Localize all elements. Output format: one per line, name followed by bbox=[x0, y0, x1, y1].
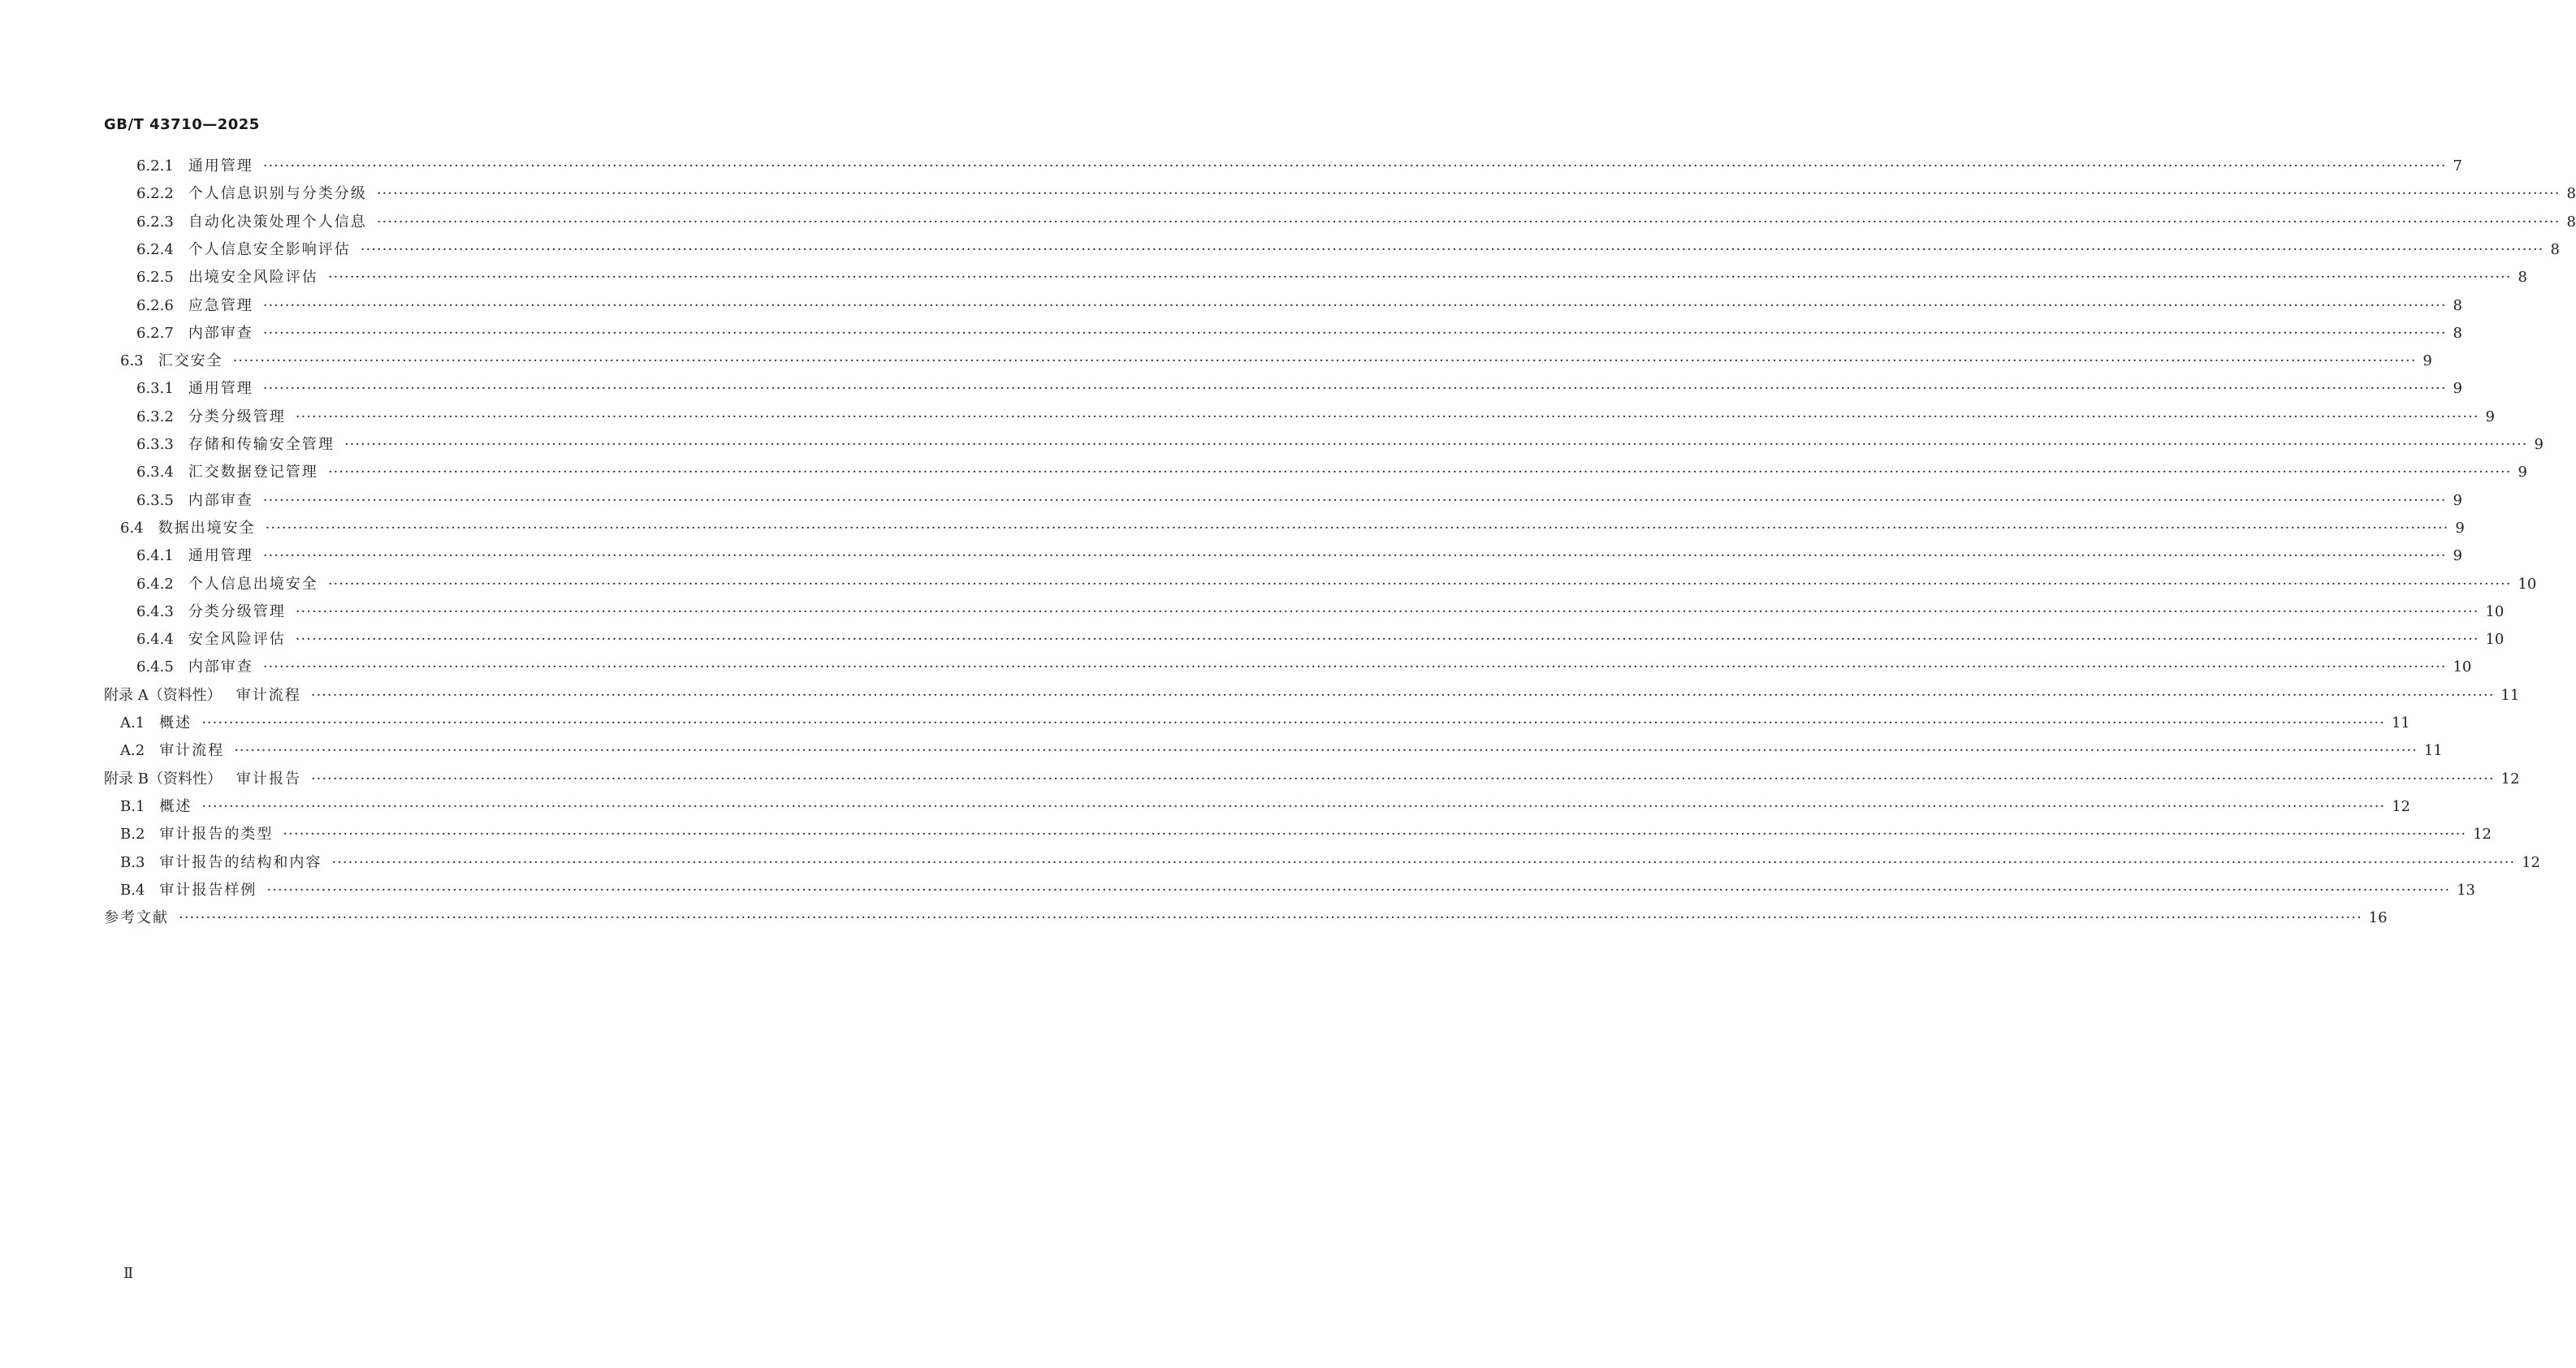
toc-entry[interactable] bbox=[136, 657, 2472, 678]
toc-entry-number: 6.4 bbox=[120, 519, 144, 537]
toc-entry-page: 9 bbox=[2453, 547, 2462, 565]
toc-entry-number: 6.4.1 bbox=[136, 547, 174, 565]
toc-entry-title: 数据出境安全 bbox=[158, 519, 256, 537]
toc-entry-title: 审计报告的结构和内容 bbox=[159, 853, 322, 871]
toc-entry-number: 6.2.6 bbox=[136, 296, 174, 314]
toc-entry-title: 出境安全风险评估 bbox=[188, 269, 318, 287]
toc-dot-leader: ················································································································································································································································································································································································································ bbox=[295, 631, 2479, 649]
toc-entry-page: 8 bbox=[2518, 269, 2527, 287]
toc-entry[interactable] bbox=[136, 434, 2544, 455]
toc-entry[interactable] bbox=[136, 323, 2462, 344]
toc-dot-leader: ················································································································································································································································································································································································································ bbox=[262, 547, 2447, 565]
toc-dot-leader: ················································································································································································································································································································································································································ bbox=[232, 352, 2417, 370]
toc-entry-number: 6.3.3 bbox=[136, 436, 174, 453]
toc-entry-title: 审计流程 bbox=[236, 686, 301, 704]
toc-entry-page: 16 bbox=[2368, 909, 2388, 927]
toc-entry-number: 6.3.4 bbox=[136, 464, 174, 481]
toc-entry-page: 10 bbox=[2485, 602, 2505, 620]
toc-entry-number: 6.3 bbox=[120, 352, 144, 370]
toc-entry-number: 6.2.3 bbox=[136, 213, 174, 231]
toc-entry[interactable] bbox=[120, 852, 2540, 874]
toc-entry[interactable] bbox=[136, 183, 2576, 205]
toc-entry[interactable] bbox=[136, 602, 2505, 623]
toc-entry-title: 个人信息识别与分类分级 bbox=[188, 185, 367, 203]
toc-dot-leader: ················································································································································································································································································································································································································ bbox=[331, 853, 2516, 871]
toc-entry-title: 汇交安全 bbox=[158, 352, 223, 370]
toc-entry-title: 通用管理 bbox=[188, 547, 253, 565]
toc-dot-leader: ················································································································································································································································································································································································································ bbox=[310, 770, 2495, 788]
toc-dot-leader: ················································································································································································································································································································································································································ bbox=[262, 380, 2447, 398]
toc-entry-page: 9 bbox=[2423, 352, 2432, 370]
toc-entry[interactable] bbox=[120, 518, 2465, 539]
toc-entry-page: 8 bbox=[2550, 240, 2560, 258]
toc-dot-leader: ················································································································································································································································································································································································································ bbox=[376, 213, 2561, 231]
toc-entry-page: 9 bbox=[2485, 408, 2495, 425]
toc-entry-title: 自动化决策处理个人信息 bbox=[188, 213, 367, 231]
toc-entry[interactable] bbox=[136, 574, 2537, 595]
toc-dot-leader: ················································································································································································································································································································································································································ bbox=[295, 408, 2479, 425]
toc-entry-page: 12 bbox=[2500, 770, 2520, 788]
toc-entry-number: 6.4.3 bbox=[136, 602, 174, 620]
toc-dot-leader: ················································································································································································································································································································································································································ bbox=[201, 714, 2385, 731]
toc-entry-title: 个人信息安全影响评估 bbox=[188, 240, 351, 258]
toc-entry-title: 个人信息出境安全 bbox=[188, 575, 318, 593]
toc-entry-page: 10 bbox=[2453, 658, 2472, 676]
toc-entry-number: 6.3.5 bbox=[136, 491, 174, 509]
toc-entry-title: 存储和传输安全管理 bbox=[188, 436, 335, 453]
toc-entry-number: B.4 bbox=[120, 881, 145, 899]
toc-dot-leader: ················································································································································································································································································································································································································ bbox=[327, 464, 2512, 481]
toc-entry[interactable] bbox=[136, 296, 2462, 317]
toc-entry-number: B.3 bbox=[120, 853, 145, 871]
toc-entry-title: 应急管理 bbox=[188, 296, 253, 314]
toc-entry-page: 11 bbox=[2391, 714, 2410, 731]
toc-entry-number: 6.4.5 bbox=[136, 658, 174, 676]
toc-entry[interactable] bbox=[136, 267, 2527, 288]
toc-dot-leader: ················································································································································································································································································································································································································ bbox=[310, 686, 2495, 704]
toc-entry-number: 6.2.7 bbox=[136, 324, 174, 342]
toc-entry-title: 参考文献 bbox=[104, 909, 169, 927]
toc-entry-page: 10 bbox=[2518, 575, 2537, 593]
toc-dot-leader: ················································································································································································································································································································································································································ bbox=[262, 296, 2447, 314]
toc-entry[interactable] bbox=[136, 240, 2560, 261]
toc-entry[interactable] bbox=[136, 156, 2462, 177]
toc-entry-title: 审计报告样例 bbox=[159, 881, 257, 899]
toc-dot-leader: ················································································································································································································································································································································································································ bbox=[360, 240, 2544, 258]
toc-entry-title: 概述 bbox=[159, 714, 192, 731]
page-number: Ⅱ bbox=[123, 1265, 134, 1282]
toc-entry-title: 审计报告 bbox=[236, 770, 301, 788]
toc-entry-title: 分类分级管理 bbox=[188, 602, 286, 620]
toc-entry-number: 6.2.4 bbox=[136, 240, 174, 258]
toc-entry-page: 8 bbox=[2566, 213, 2576, 231]
toc-dot-leader: ················································································································································································································································································································································································································ bbox=[376, 185, 2561, 203]
toc-dot-leader: ················································································································································································································································································································································································································ bbox=[234, 742, 2418, 760]
toc-entry[interactable] bbox=[104, 769, 2520, 790]
toc-entry[interactable] bbox=[136, 378, 2462, 399]
toc-entry-page: 13 bbox=[2457, 881, 2475, 899]
toc-entry-title: 通用管理 bbox=[188, 380, 253, 398]
toc-entry-page: 12 bbox=[2522, 853, 2540, 871]
toc-entry-number: 6.4.4 bbox=[136, 631, 174, 649]
toc-entry-number: 附录 B（资料性） bbox=[104, 770, 222, 788]
toc-entry[interactable] bbox=[136, 546, 2462, 567]
toc-entry[interactable] bbox=[120, 796, 2410, 818]
toc-entry-number: 6.3.1 bbox=[136, 380, 174, 398]
toc-entry-page: 7 bbox=[2453, 158, 2462, 175]
toc-dot-leader: ················································································································································································································································································································································································································ bbox=[201, 797, 2386, 815]
toc-dot-leader: ················································································································································································································································································································································································································ bbox=[283, 826, 2467, 844]
toc-dot-leader: ················································································································································································································································································································································································································ bbox=[327, 269, 2512, 287]
toc-entry-title: 通用管理 bbox=[188, 158, 253, 175]
toc-entry[interactable] bbox=[120, 740, 2443, 762]
toc-entry-page: 8 bbox=[2453, 296, 2462, 314]
toc-entry-page: 9 bbox=[2518, 464, 2527, 481]
toc-dot-leader: ················································································································································································································································································································································································································ bbox=[265, 519, 2449, 537]
toc-entry-number: B.2 bbox=[120, 826, 145, 844]
toc-entry[interactable] bbox=[104, 908, 2388, 929]
toc-entry-number: 6.3.2 bbox=[136, 408, 174, 425]
toc-entry[interactable] bbox=[120, 351, 2432, 372]
toc-entry-page: 8 bbox=[2453, 324, 2462, 342]
toc-entry-title: 安全风险评估 bbox=[188, 631, 286, 649]
toc-dot-leader: ················································································································································································································································································································································································································ bbox=[262, 324, 2447, 342]
toc-entry-page: 10 bbox=[2485, 631, 2505, 649]
toc-entry-title: 汇交数据登记管理 bbox=[188, 464, 318, 481]
toc-entry[interactable] bbox=[104, 685, 2520, 706]
toc-dot-leader: ················································································································································································································································································································································································································ bbox=[179, 909, 2362, 927]
toc-entry-page: 11 bbox=[2423, 742, 2443, 760]
document-code: GB/T 43710—2025 bbox=[104, 116, 260, 133]
toc-entry[interactable] bbox=[136, 462, 2527, 483]
toc-dot-leader: ················································································································································································································································································································································································································ bbox=[262, 658, 2447, 676]
toc-dot-leader: ················································································································································································································································································································································································································ bbox=[344, 436, 2528, 453]
toc-entry[interactable] bbox=[136, 490, 2462, 511]
toc-entry[interactable] bbox=[120, 880, 2475, 901]
toc-entry-number: 6.2.1 bbox=[136, 158, 174, 175]
toc-entry[interactable] bbox=[136, 212, 2576, 233]
toc-entry-page: 11 bbox=[2500, 686, 2520, 704]
toc-entry-number: 附录 A（资料性） bbox=[104, 686, 222, 704]
toc-entry[interactable] bbox=[120, 713, 2410, 734]
toc-entry-page: 9 bbox=[2453, 380, 2462, 398]
toc-entry-title: 概述 bbox=[159, 797, 192, 815]
toc-dot-leader: ················································································································································································································································································································································································································ bbox=[262, 491, 2447, 509]
toc-entry-number: 6.2.2 bbox=[136, 185, 174, 203]
toc-dot-leader: ················································································································································································································································································································································································································ bbox=[327, 575, 2512, 593]
toc-entry-number: B.1 bbox=[120, 797, 145, 815]
toc-entry-number: A.1 bbox=[120, 714, 145, 731]
toc-entry[interactable] bbox=[120, 824, 2492, 845]
toc-entry-page: 12 bbox=[2392, 797, 2410, 815]
toc-dot-leader: ················································································································································································································································································································································································································ bbox=[262, 158, 2447, 175]
toc-entry-page: 8 bbox=[2566, 185, 2576, 203]
toc-entry-number: A.2 bbox=[120, 742, 145, 760]
toc-entry-title: 内部审查 bbox=[188, 491, 253, 509]
toc-dot-leader: ················································································································································································································································································································································································································ bbox=[266, 881, 2451, 899]
toc-entry-title: 审计流程 bbox=[159, 742, 225, 760]
toc-dot-leader: ················································································································································································································································································································································································································ bbox=[295, 602, 2479, 620]
toc-entry-number: 6.4.2 bbox=[136, 575, 174, 593]
toc-entry[interactable] bbox=[136, 407, 2495, 428]
toc-entry[interactable] bbox=[136, 629, 2505, 650]
toc-entry-number: 6.2.5 bbox=[136, 269, 174, 287]
toc-entry-page: 12 bbox=[2473, 826, 2492, 844]
toc-entry-page: 9 bbox=[2455, 519, 2465, 537]
toc-entry-title: 内部审查 bbox=[188, 658, 253, 676]
toc-entry-page: 9 bbox=[2453, 491, 2462, 509]
toc-entry-page: 9 bbox=[2534, 436, 2544, 453]
toc-entry-title: 审计报告的类型 bbox=[159, 826, 274, 844]
toc-entry-title: 分类分级管理 bbox=[188, 408, 286, 425]
toc-entry-title: 内部审查 bbox=[188, 324, 253, 342]
